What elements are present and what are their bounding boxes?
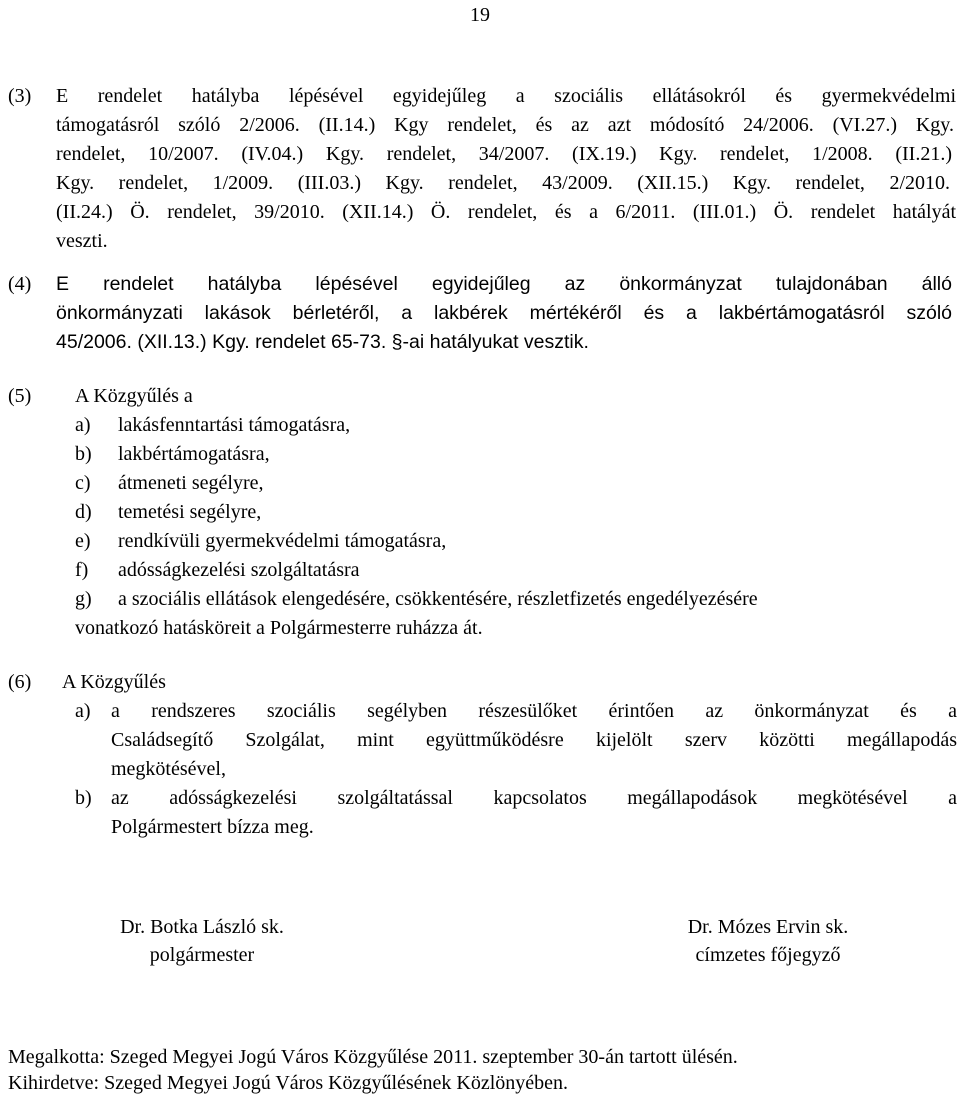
list-item-letter: d) <box>75 501 92 523</box>
list-item-letter: b) <box>75 443 92 465</box>
list-item-letter: g) <box>75 588 92 610</box>
paragraph-line: E rendelet hatályba lépésével egyidejűleg a szociális ellátásokról és gyermekvédelmi <box>56 85 956 107</box>
list-item-text: rendkívüli gyermekvédelmi támogatásra, <box>118 530 447 552</box>
footer-promulgated: Kihirdetve: Szeged Megyei Jogú Város Közgyűlésének Közlönyében. <box>8 1072 569 1094</box>
list-item-text: megkötésével, <box>111 758 226 780</box>
paragraph-line: támogatásról szóló 2/2006. (II.14.) Kgy rendelet, és az azt módosító 24/2006. (VI.27.) Kgy. <box>56 114 954 136</box>
paragraph-line: rendelet, 10/2007. (IV.04.) Kgy. rendelet, 34/2007. (IX.19.) Kgy. rendelet, 1/2008. (II.21.) <box>56 143 952 165</box>
list-item-letter: a) <box>75 700 91 722</box>
list-item-letter: a) <box>75 414 91 436</box>
signature-right-name: Dr. Mózes Ervin sk. <box>687 916 849 938</box>
list-item-text: Polgármestert bízza meg. <box>111 816 314 838</box>
list-item-letter: e) <box>75 530 91 552</box>
list-item-text: Családsegítő Szolgálat, mint együttműködésre kijelölt szerv közötti megállapodás <box>111 729 957 751</box>
paragraph-number: (6) <box>8 671 32 693</box>
list-item-letter: f) <box>75 559 89 581</box>
paragraph-line: veszti. <box>56 230 108 252</box>
paragraph-number: (4) <box>8 273 32 295</box>
page-number: 19 <box>470 4 490 26</box>
list-item-text: átmeneti segélyre, <box>118 472 264 494</box>
paragraph-line: E rendelet hatályba lépésével egyidejűleg az önkormányzat tulajdonában álló <box>56 273 952 295</box>
list-item-text: a rendszeres szociális segélyben részesülőket érintően az önkormányzat és a <box>111 700 957 722</box>
list-item-text: a szociális ellátások elengedésére, csökkentésére, részletfizetés engedélyezésére <box>118 588 758 610</box>
paragraph-number: (5) <box>8 385 32 407</box>
signature-left-title: polgármester <box>149 944 255 966</box>
paragraph-line: (II.24.) Ö. rendelet, 39/2010. (XII.14.) Ö. rendelet, és a 6/2011. (III.01.) Ö. rendelet hatályát <box>56 201 956 223</box>
list-item-text: temetési segélyre, <box>118 501 262 523</box>
signature-right-title: címzetes főjegyző <box>695 944 841 966</box>
list-item-text: az adósságkezelési szolgáltatással kapcsolatos megállapodások megkötésével a <box>111 787 957 809</box>
list-item-text: lakásfenntartási támogatásra, <box>118 414 351 436</box>
footer-adopted: Megalkotta: Szeged Megyei Jogú Város Közgyűlése 2011. szeptember 30-án tartott ülésén. <box>8 1046 738 1068</box>
paragraph-line: 45/2006. (XII.13.) Kgy. rendelet 65-73. §-ai hatályukat vesztik. <box>56 331 589 353</box>
list-item-text: lakbértámogatásra, <box>118 443 270 465</box>
paragraph-line: Kgy. rendelet, 1/2009. (III.03.) Kgy. rendelet, 43/2009. (XII.15.) Kgy. rendelet, 2/2010. <box>56 172 950 194</box>
paragraph-line: önkormányzati lakások bérletéről, a lakbérek mértékéről és a lakbértámogatásról szóló <box>56 302 952 324</box>
list-item-letter: b) <box>75 787 92 809</box>
list-item-letter: c) <box>75 472 91 494</box>
list-item-text: adósságkezelési szolgáltatásra <box>118 559 360 581</box>
signature-left-name: Dr. Botka László sk. <box>120 916 284 938</box>
paragraph-intro: A Közgyűlés a <box>75 385 193 407</box>
paragraph-closing: vonatkozó hatásköreit a Polgármesterre ruházza át. <box>75 617 483 639</box>
paragraph-number: (3) <box>8 85 32 107</box>
paragraph-intro: A Közgyűlés <box>62 671 166 693</box>
